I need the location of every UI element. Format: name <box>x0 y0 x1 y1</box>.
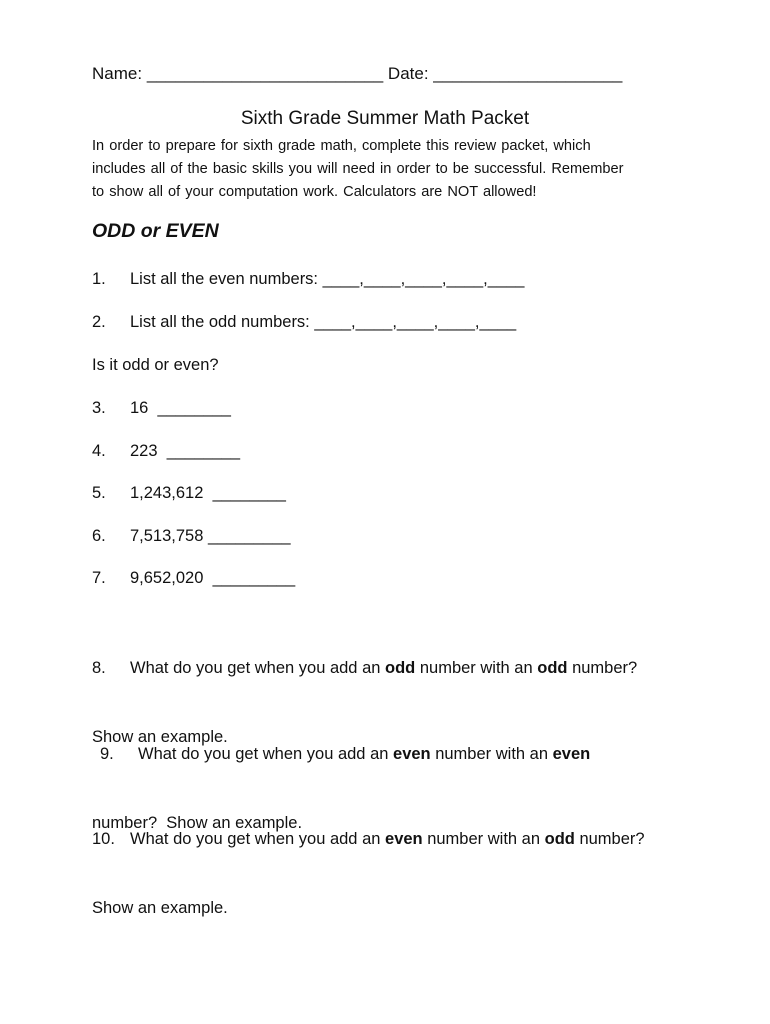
question-text: List all the odd numbers: ____,____,____,____,____ <box>130 313 517 331</box>
question-text: 1,243,612 ________ <box>130 484 286 502</box>
question-text: number with an <box>422 830 545 848</box>
question-number: 2. <box>92 313 106 331</box>
question-line <box>92 828 645 851</box>
question-text: 7,513,758 _________ <box>130 527 291 545</box>
question-line <box>92 657 637 680</box>
question-number: 8. <box>92 659 106 677</box>
name-blank: _________________________ <box>146 64 384 83</box>
question-10 <box>92 782 645 966</box>
odd-even-prompt: Is it odd or even? <box>92 356 219 374</box>
question-number: 1. <box>92 270 106 288</box>
question-number: 10. <box>92 830 115 848</box>
question-3 <box>92 397 231 420</box>
intro-line: includes all of the basic skills you will need in order to be successful. Remember <box>92 161 624 177</box>
question-5 <box>92 482 286 505</box>
name-label: Name: <box>92 64 143 83</box>
question-7 <box>92 567 295 590</box>
question-text: What do you get when you add an <box>130 830 386 848</box>
question-text: number? <box>567 659 638 677</box>
intro-line: to show all of your computation work. Calculators are NOT allowed! <box>92 184 537 200</box>
emphasis-word: even <box>385 830 423 848</box>
emphasis-word: odd <box>537 659 568 677</box>
question-line-2: Show an example. <box>92 728 228 746</box>
emphasis-word: even <box>393 745 431 763</box>
emphasis-word: odd <box>385 659 416 677</box>
question-6 <box>92 525 291 548</box>
question-number: 9. <box>100 745 114 763</box>
question-4 <box>92 440 240 463</box>
question-line <box>92 743 590 766</box>
question-line-2: Show an example. <box>92 899 228 917</box>
question-text: number with an <box>430 745 553 763</box>
question-number: 7. <box>92 569 106 587</box>
question-text: List all the even numbers: ____,____,____,____,____ <box>130 270 525 288</box>
date-label: Date: <box>387 64 429 83</box>
question-line-2: number? Show an example. <box>92 814 303 832</box>
question-number: 6. <box>92 527 106 545</box>
header-line <box>92 64 622 84</box>
intro-paragraph <box>92 135 692 204</box>
question-text: What do you get when you add an <box>130 659 386 677</box>
question-text: 223 ________ <box>130 442 241 460</box>
question-text: 16 ________ <box>130 399 231 417</box>
question-text: number with an <box>415 659 538 677</box>
question-text: What do you get when you add an <box>138 745 394 763</box>
question-number: 5. <box>92 484 106 502</box>
question-text: 9,652,020 _________ <box>130 569 296 587</box>
question-1 <box>92 268 524 291</box>
question-2 <box>92 311 516 334</box>
intro-line: In order to prepare for sixth grade math, complete this review packet, which <box>92 138 591 154</box>
section-title: ODD or EVEN <box>92 220 219 242</box>
emphasis-word: even <box>552 745 591 763</box>
date-blank: ____________________ <box>433 64 623 83</box>
question-number: 3. <box>92 399 106 417</box>
question-text: number? <box>574 830 645 848</box>
question-number: 4. <box>92 442 106 460</box>
page-title: Sixth Grade Summer Math Packet <box>240 108 530 129</box>
emphasis-word: odd <box>544 830 575 848</box>
